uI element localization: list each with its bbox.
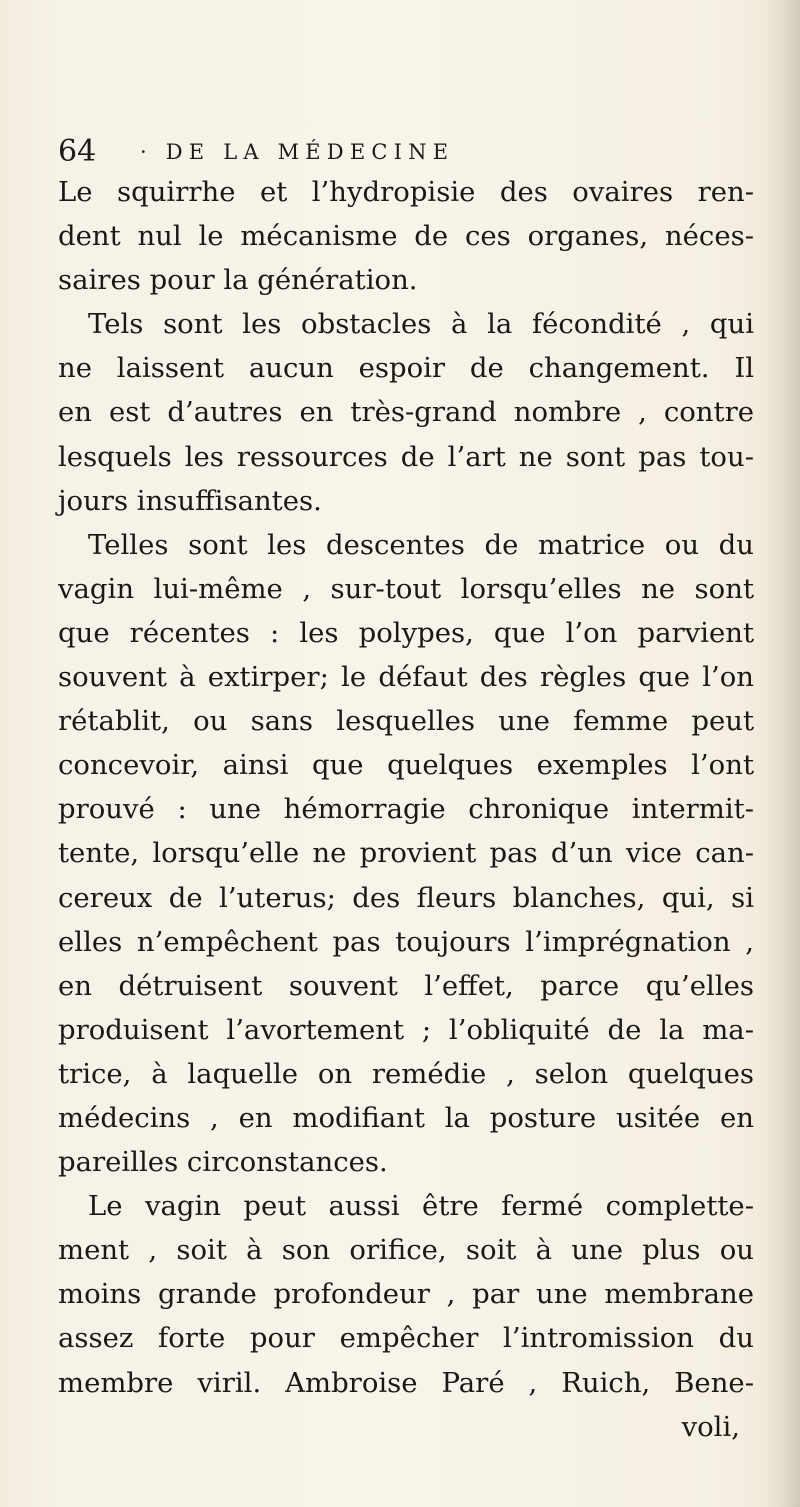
text-line: membre viril. Ambroise Paré , Ruich, Bene- (58, 1366, 754, 1399)
page-number: 64 (58, 134, 97, 169)
text-line: elles n’empêchent pas toujours l’imprégnation , (58, 925, 754, 958)
text-line: en est d’autres en très-grand nombre , contre (58, 396, 754, 429)
text-line: que récentes : les polypes, que l’on parvient (58, 616, 754, 649)
text-line: lesquels les ressources de l’art ne sont pas tou- (58, 440, 754, 473)
text-line: rétablit, ou sans lesquelles une femme peut (58, 705, 754, 738)
text-line: médecins , en modifiant la posture usitée en (58, 1101, 754, 1134)
text-line: ment , soit à son orifice, soit à une plus ou (58, 1234, 754, 1267)
text-line: prouvé : une hémorragie chronique intermit- (58, 793, 754, 826)
text-line: souvent à extirper; le défaut des règles que l’on (58, 661, 754, 694)
text-line: assez forte pour empêcher l’intromission du (58, 1322, 754, 1355)
catchword: voli, (681, 1410, 740, 1443)
text-line: cereux de l’uterus; des fleurs blanches, qui, si (58, 881, 754, 914)
text-line: Telles sont les descentes de matrice ou du (88, 528, 754, 561)
text-line: dent nul le mécanisme de ces organes, néces- (58, 220, 754, 253)
body-text (58, 170, 754, 1449)
text-line: saires pour la génération. (58, 264, 418, 297)
text-line: ne laissent aucun espoir de changement. Il (58, 352, 754, 385)
text-line: moins grande profondeur , par une membrane (58, 1278, 754, 1311)
text-line: concevoir, ainsi que quelques exemples l’ont (58, 749, 754, 782)
text-line: Le squirrhe et l’hydropisie des ovaires ren- (58, 176, 754, 208)
text-line: pareilles circonstances. (58, 1146, 388, 1179)
running-head (58, 130, 758, 174)
text-line: Tels sont les obstacles à la fécondité , qui (88, 308, 754, 341)
text-line: jours insuffisantes. (58, 484, 322, 517)
text-line: tente, lorsqu’elle ne provient pas d’un vice can- (58, 837, 754, 870)
text-line: produisent l’avortement ; l’obliquité de la ma- (58, 1013, 754, 1046)
text-line: en détruisent souvent l’effet, parce qu’elles (58, 969, 754, 1002)
running-title: · DE LA MÉDECINE (140, 140, 455, 164)
text-line: Le vagin peut aussi être fermé complette- (88, 1190, 754, 1223)
text-line: vagin lui-même , sur-tout lorsqu’elles ne sont (58, 572, 754, 605)
text-line: trice, à laquelle on remédie , selon quelques (58, 1057, 754, 1090)
